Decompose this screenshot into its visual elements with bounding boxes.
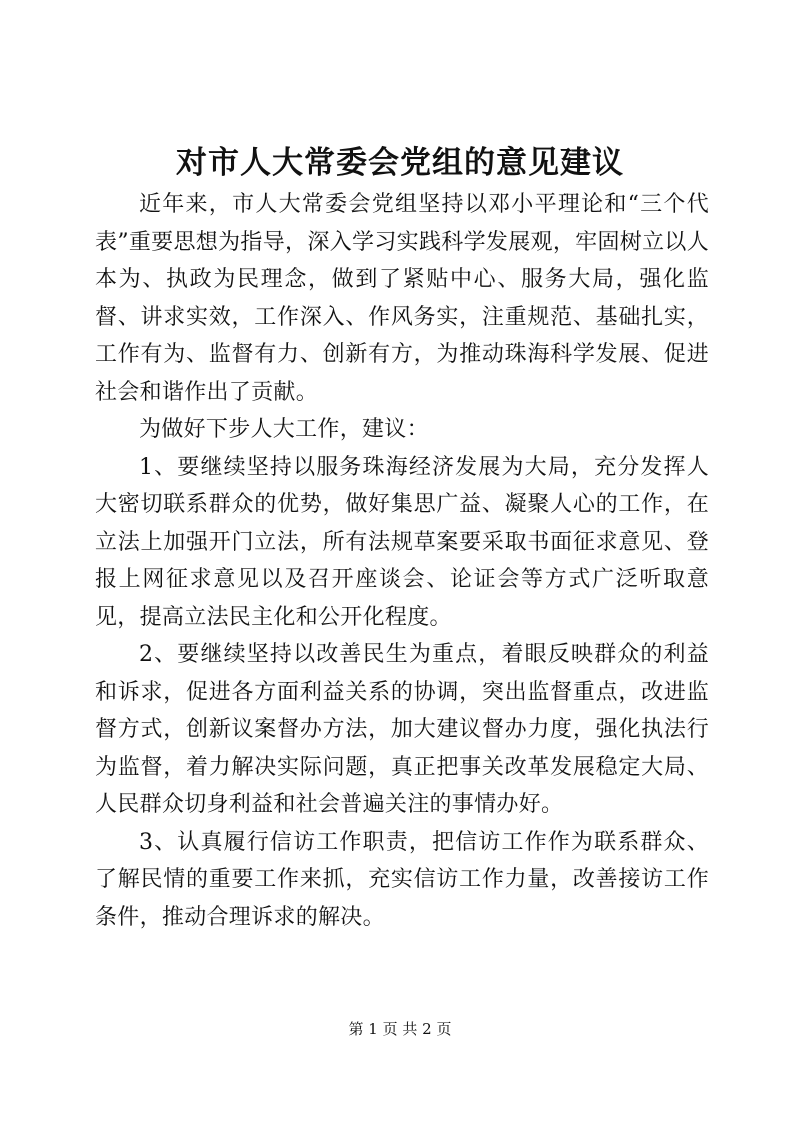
paragraph-item-1: 1、要继续坚持以服务珠海经济发展为大局，充分发挥人大密切联系群众的优势，做好集思广益、凝聚人心的工作，在立法上加强开门立法，所有法规草案要采取书面征求意见、登报上网征求意见以及召开座谈会、论证会等方式广泛听取意见，提高立法民主化和公开化程度。 xyxy=(95,454,709,630)
document-body xyxy=(95,186,709,936)
page-number-footer: 第 1 页 共 2 页 xyxy=(348,1020,452,1038)
paragraph-intro: 近年来，市人大常委会党组坚持以邓小平理论和“三个代表”重要思想为指导，深入学习实践科学发展观，牢固树立以人本为、执政为民理念，做到了紧贴中心、服务大局，强化监督、讲求实效，工作深入、作风务实，注重规范、基础扎实，工作有为、监督有力、创新有方，为推动珠海科学发展、促进社会和谐作出了贡献。 xyxy=(95,192,709,405)
paragraph-item-3: 3、认真履行信访工作职责，把信访工作作为联系群众、了解民情的重要工作来抓，充实信访工作力量，改善接访工作条件，推动合理诉求的解决。 xyxy=(95,829,709,930)
paragraph-item-2: 2、要继续坚持以改善民生为重点，着眼反映群众的利益和诉求，促进各方面利益关系的协调，突出监督重点，改进监督方式，创新议案督办方法，加大建议督办力度，强化执法行为监督，着力解决实际问题，真正把事关改革发展稳定大局、人民群众切身利益和社会普遍关注的事情办好。 xyxy=(95,642,709,817)
document-title: 对市人大常委会党组的意见建议 xyxy=(176,145,624,181)
paragraph-suggestion-lead: 为做好下步人大工作，建议： xyxy=(139,417,429,442)
